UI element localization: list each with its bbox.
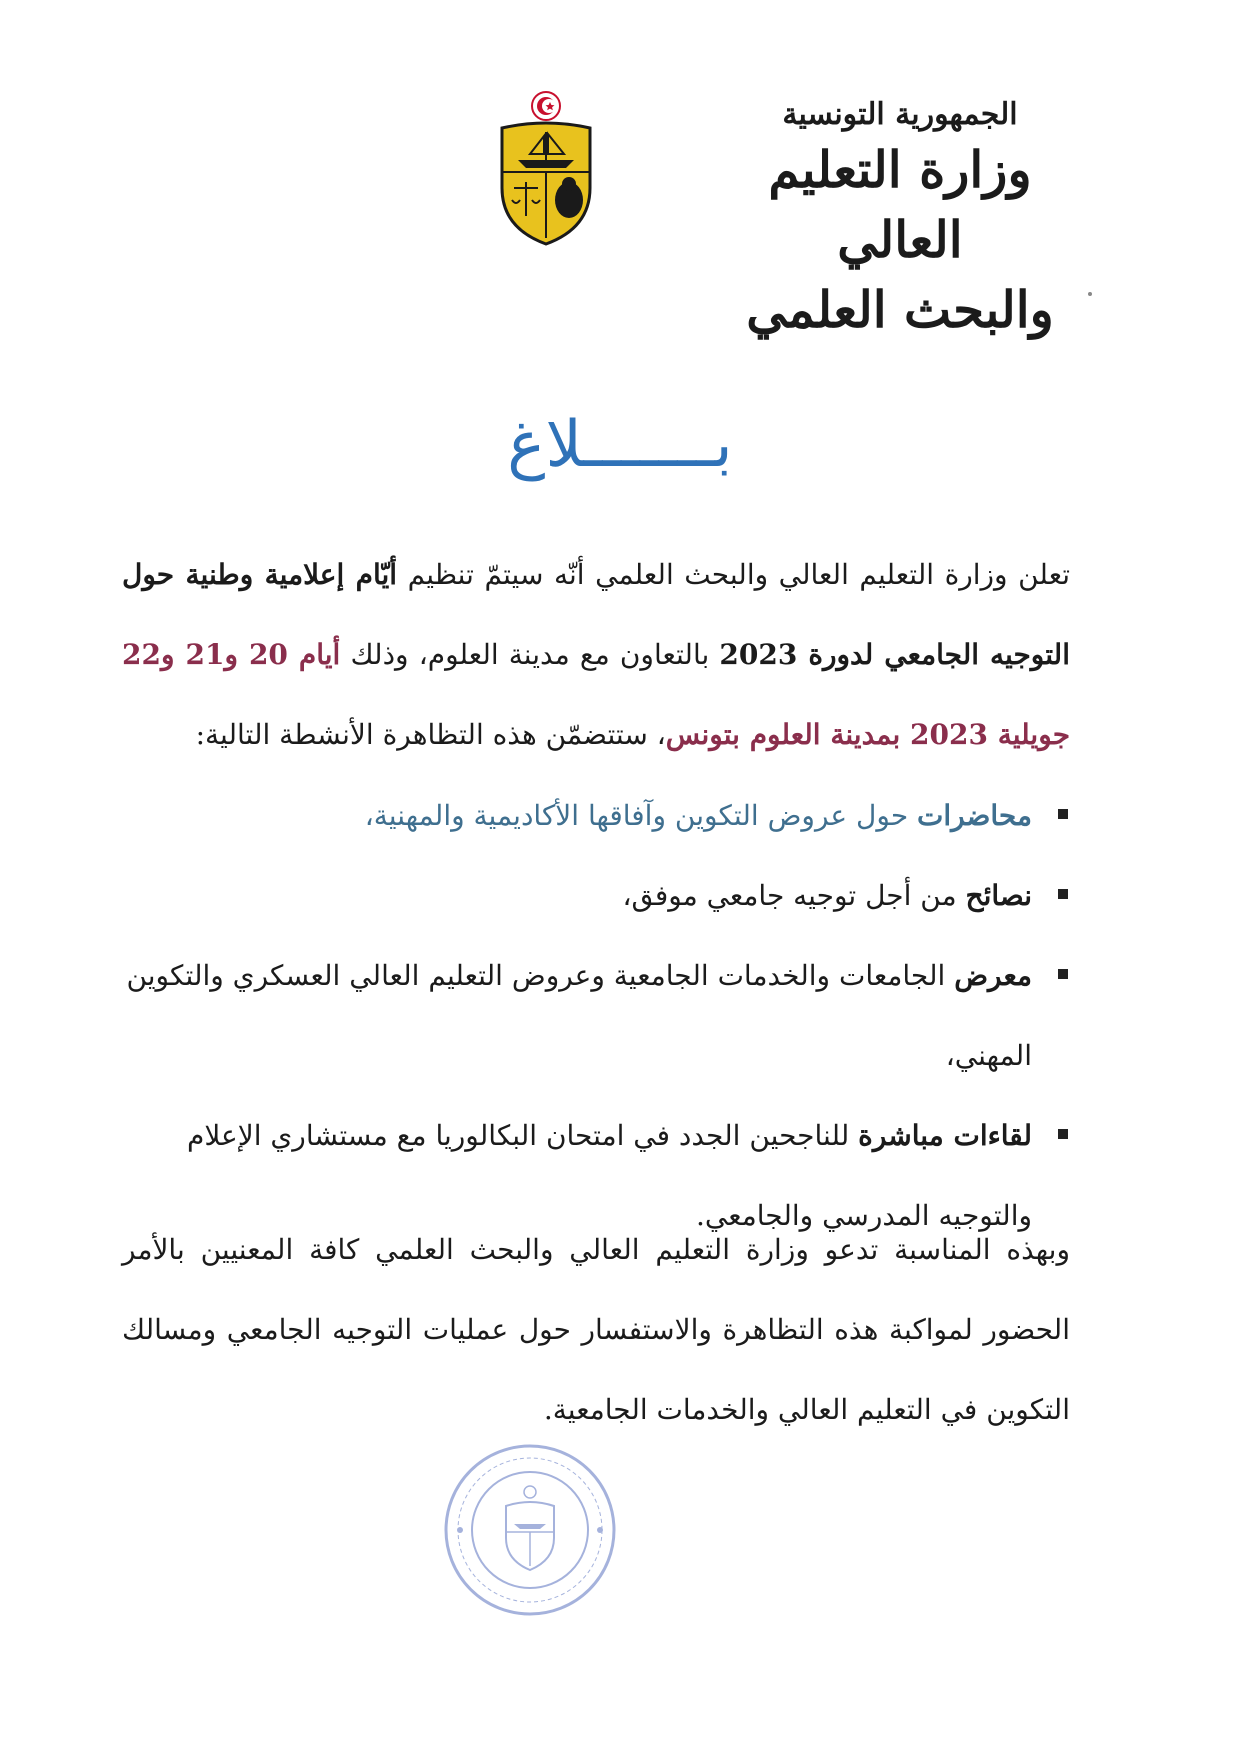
- square-bullet-icon: [1058, 969, 1068, 979]
- intro-text-1: تعلن وزارة التعليم العالي والبحث العلمي أنّه سيتمّ تنظيم: [397, 558, 1071, 591]
- document-title: بـــــــلاغ: [507, 408, 733, 482]
- activity-text: حول عروض التكوين وآفاقها الأكاديمية والمهنية،: [364, 799, 918, 832]
- tunisia-coat-of-arms-icon: [492, 88, 600, 248]
- square-bullet-icon: [1058, 809, 1068, 819]
- ministry-header: [710, 95, 1090, 345]
- activities-list: [122, 776, 1070, 1256]
- activity-keyword: محاضرات: [917, 799, 1032, 832]
- activity-text: الجامعات والخدمات الجامعية وعروض التعليم العالي العسكري والتكوين المهني،: [126, 959, 1032, 1072]
- intro-highlight-dates-place: أيام 20 و21 و22 جويلية 2023 بمدينة العلوم بتونس: [122, 638, 1070, 751]
- intro-bold-event: أيّام إعلامية وطنية حول التوجيه الجامعي لدورة 2023: [122, 558, 1070, 671]
- intro-paragraph: [122, 535, 1070, 775]
- intro-text-3: ، ستتضمّن هذه التظاهرة الأنشطة التالية:: [195, 718, 666, 751]
- ministry-name-line2: والبحث العلمي: [746, 280, 1054, 339]
- republic-name: الجمهورية التونسية: [782, 97, 1018, 132]
- list-item: [122, 856, 1070, 936]
- closing-paragraph: وبهذه المناسبة تدعو وزارة التعليم العالي والبحث العلمي كافة المعنيين بالأمر الحضور لمواكبة هذه التظاهرة والاستفسار حول عمليات التوجيه الجامعي ومسالك التكوين في التعليم العالي والخدمات الجامعية.: [122, 1233, 1070, 1426]
- activity-text: للناجحين الجدد في امتحان البكالوريا مع مستشاري الإعلام والتوجيه المدرسي والجامعي.: [186, 1119, 1032, 1232]
- ministry-name-line1: وزارة التعليم العالي: [768, 140, 1032, 269]
- list-item: [122, 936, 1070, 1096]
- list-item: [122, 776, 1070, 856]
- square-bullet-icon: [1058, 889, 1068, 899]
- activity-keyword: نصائح: [965, 879, 1032, 912]
- intro-text-2: بالتعاون مع مدينة العلوم، وذلك: [340, 638, 720, 671]
- square-bullet-icon: [1058, 1129, 1068, 1139]
- ministry-seal-stamp-icon: [440, 1440, 620, 1620]
- scan-speck: [1088, 292, 1092, 296]
- activity-text: من أجل توجيه جامعي موفق،: [622, 879, 966, 912]
- activity-keyword: لقاءات مباشرة: [858, 1119, 1032, 1152]
- activity-keyword: معرض: [954, 959, 1032, 992]
